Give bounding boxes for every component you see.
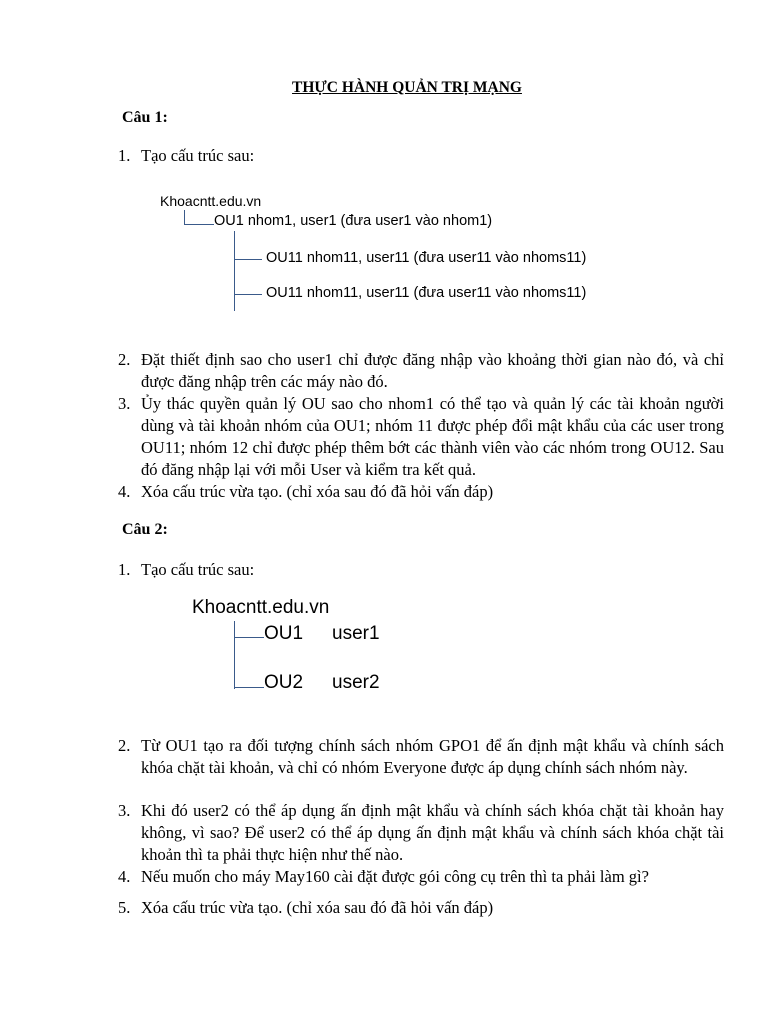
tree-connector bbox=[234, 637, 264, 638]
question-1-label: Câu 1: bbox=[122, 109, 168, 126]
diagram-ou1-label: OU1 bbox=[264, 623, 304, 644]
diagram-root-label: Khoacntt.edu.vn bbox=[192, 597, 330, 618]
tree-connector bbox=[184, 224, 214, 225]
tree-connector bbox=[234, 687, 264, 688]
q2-item-2-text: Từ OU1 tạo ra đối tượng chính sách nhóm GPO1 để ấn định mật khẩu và chính sách khóa chặt tài khoản, và chỉ có nhóm Everyone được áp dụng chính sách nhóm này. bbox=[141, 736, 724, 777]
diagram-ou11-label: OU11 nhom11, user11 (đưa user11 vào nhoms11) bbox=[266, 285, 587, 301]
diagram-ou2-label: OU2 bbox=[264, 672, 304, 693]
q1-item-3-number: 3. bbox=[118, 394, 131, 413]
q1-item-2-text: Đặt thiết định sao cho user1 chỉ được đăng nhập vào khoảng thời gian nào đó, và chỉ được đăng nhập trên các máy nào đó. bbox=[141, 350, 724, 391]
tree-connector bbox=[234, 259, 262, 260]
page-title: THỰC HÀNH QUẢN TRỊ MẠNG bbox=[292, 79, 522, 96]
diagram-ou11-label: OU11 nhom11, user11 (đưa user11 vào nhoms11) bbox=[266, 250, 587, 266]
q2-item-4-text: Nếu muốn cho máy May160 cài đặt được gói công cụ trên thì ta phải làm gì? bbox=[141, 867, 649, 886]
tree-connector bbox=[234, 231, 235, 311]
tree-connector bbox=[234, 294, 262, 295]
tree-connector bbox=[234, 621, 235, 689]
q1-structure-diagram bbox=[160, 193, 630, 313]
q2-item-3-text: Khi đó user2 có thể áp dụng ấn định mật khẩu và chính sách khóa chặt tài khoản hay không, vì sao? Để user2 có thể áp dụng ấn định mật khẩu và chính sách khóa chặt tài khoản thì ta phải thực hiện như thế nào. bbox=[141, 801, 724, 864]
diagram-ou1-label: OU1 nhom1, user1 (đưa user1 vào nhom1) bbox=[214, 213, 493, 229]
q2-item-1-text: Tạo cấu trúc sau: bbox=[141, 560, 255, 579]
q2-item-5-text: Xóa cấu trúc vừa tạo. (chỉ xóa sau đó đã hỏi vấn đáp) bbox=[141, 898, 494, 917]
q2-item-3-number: 3. bbox=[118, 801, 131, 820]
q1-item-4-text: Xóa cấu trúc vừa tạo. (chỉ xóa sau đó đã hỏi vấn đáp) bbox=[141, 482, 494, 501]
q1-item-2-number: 2. bbox=[118, 350, 131, 369]
q2-item-5-number: 5. bbox=[118, 898, 131, 917]
tree-connector bbox=[184, 210, 185, 224]
q1-item-1-number: 1. bbox=[118, 146, 131, 165]
q2-item-1-number: 1. bbox=[118, 560, 131, 579]
q2-item-4-number: 4. bbox=[118, 867, 131, 886]
q1-item-3-text: Ủy thác quyền quản lý OU sao cho nhom1 có thể tạo và quản lý các tài khoản người dùng và tài khoản nhóm của OU1; nhóm 11 được phép đổi mật khẩu của các user trong OU11; nhóm 12 chỉ được phép thêm bớt các thành viên vào các nhóm trong OU12. Sau đó đăng nhập lại với mỗi User và kiểm tra kết quả. bbox=[141, 394, 724, 479]
diagram-user2-label: user2 bbox=[332, 672, 380, 693]
q1-item-4-number: 4. bbox=[118, 482, 131, 501]
q2-item-2-number: 2. bbox=[118, 736, 131, 755]
q1-item-1-text: Tạo cấu trúc sau: bbox=[141, 146, 255, 165]
diagram-root-label: Khoacntt.edu.vn bbox=[160, 193, 262, 209]
q2-structure-diagram bbox=[192, 597, 412, 697]
diagram-user1-label: user1 bbox=[332, 623, 380, 644]
question-2-label: Câu 2: bbox=[122, 521, 168, 538]
